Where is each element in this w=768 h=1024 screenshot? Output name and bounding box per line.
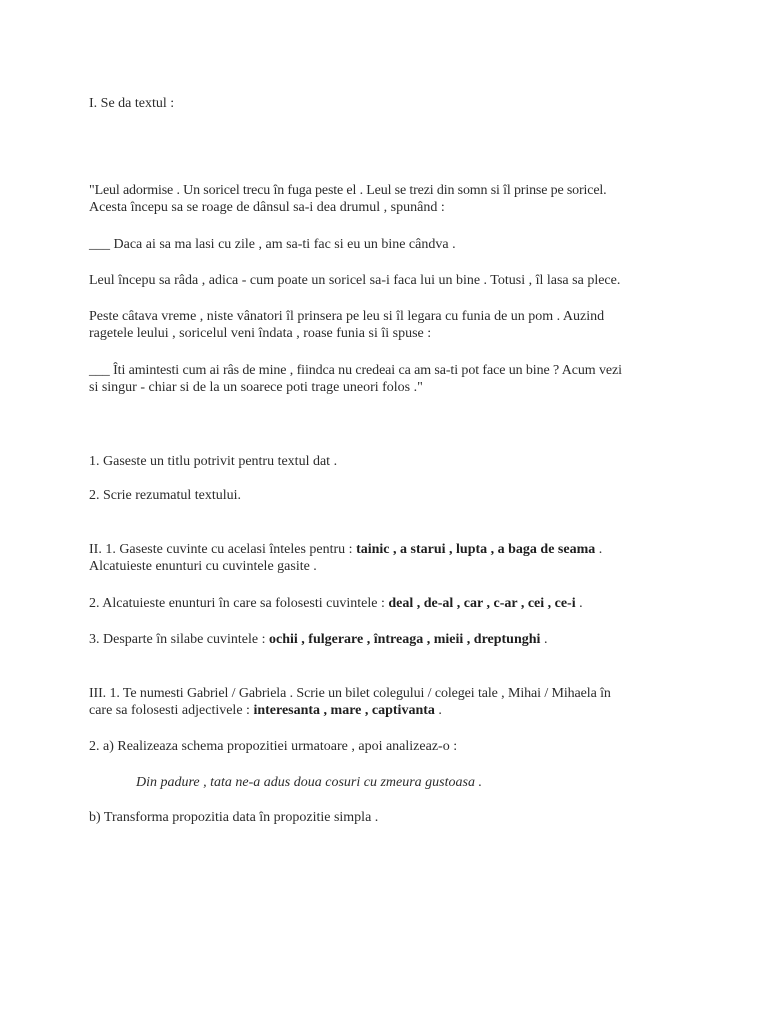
question-3-1-words: interesanta , mare , captivanta <box>253 703 435 718</box>
question-3-1-suffix: . <box>438 703 442 718</box>
question-2-1-prefix: II. 1. Gaseste cuvinte cu acelasi înteles pentru : <box>89 542 353 557</box>
question-2-3-prefix: 3. Desparte în silabe cuvintele : <box>89 632 266 647</box>
story-paragraph-1-line-1: "Leul adormise . Un soricel trecu în fuga peste el . Leul se trezi din somn si îl prinse pe soricel. <box>89 183 607 198</box>
document-page <box>89 0 689 1024</box>
story-paragraph-4-line-1: Peste câtava vreme , niste vânatori îl prinsera pe leu si îl legara cu funia de un pom . Auzind <box>89 309 605 324</box>
question-3-2a: 2. a) Realizeaza schema propozitiei urmatoare , apoi analizeaz-o : <box>89 739 458 754</box>
question-3-1-prefix: care sa folosesti adjectivele : <box>89 703 250 718</box>
story-paragraph-5-line-2: si singur - chiar si de la un soarece poti trage uneori folos ." <box>89 380 423 395</box>
story-paragraph-2: ___ Daca ai sa ma lasi cu zile , am sa-ti fac si eu un bine cândva . <box>89 237 456 252</box>
question-2-2-words: deal , de-al , car , c-ar , cei , ce-i <box>388 596 576 611</box>
question-2-3-words: ochii , fulgerare , întreaga , mieii , dreptunghi <box>269 632 541 647</box>
question-2-1-suffix: . <box>598 542 603 557</box>
question-2-2 <box>89 595 583 612</box>
question-2-1-line-2: Alcatuieste enunturi cu cuvintele gasite . <box>89 559 317 574</box>
question-2-3 <box>89 631 547 648</box>
question-2-2-prefix: 2. Alcatuieste enunturi în care sa folosesti cuvintele : <box>89 596 385 611</box>
question-1-1: 1. Gaseste un titlu potrivit pentru textul dat . <box>89 454 338 469</box>
question-1-2: 2. Scrie rezumatul textului. <box>89 488 242 503</box>
question-3-2b: b) Transforma propozitia data în propozitie simpla . <box>89 810 379 825</box>
question-3-1-line-2 <box>89 702 442 719</box>
story-paragraph-4-line-2: ragetele leului , soricelul veni îndata , roase funia si îi spuse : <box>89 326 432 341</box>
story-paragraph-5-line-1: ___ Îti amintesti cum ai râs de mine , fiindca nu credeai ca am sa-ti pot face un bine ? Acum vezi <box>89 363 622 378</box>
story-paragraph-3: Leul începu sa râda , adica - cum poate un soricel sa-i faca lui un bine . Totusi , îl lasa sa plece. <box>89 273 621 288</box>
question-2-3-suffix: . <box>543 632 548 647</box>
story-paragraph-1-line-2: Acesta începu sa se roage de dânsul sa-i dea drumul , spunând : <box>89 200 445 215</box>
question-3-1-line-1: III. 1. Te numesti Gabriel / Gabriela . Scrie un bilet colegului / colegei tale , Mihai / Mihaela în <box>89 686 611 701</box>
question-2-1-line-1 <box>89 541 602 558</box>
section-heading: I. Se da textul : <box>89 96 175 111</box>
analysis-sentence: Din padure , tata ne-a adus doua cosuri cu zmeura gustoasa . <box>136 775 482 790</box>
question-2-1-words: tainic , a starui , lupta , a baga de seama <box>356 542 596 557</box>
question-2-2-suffix: . <box>579 596 583 611</box>
